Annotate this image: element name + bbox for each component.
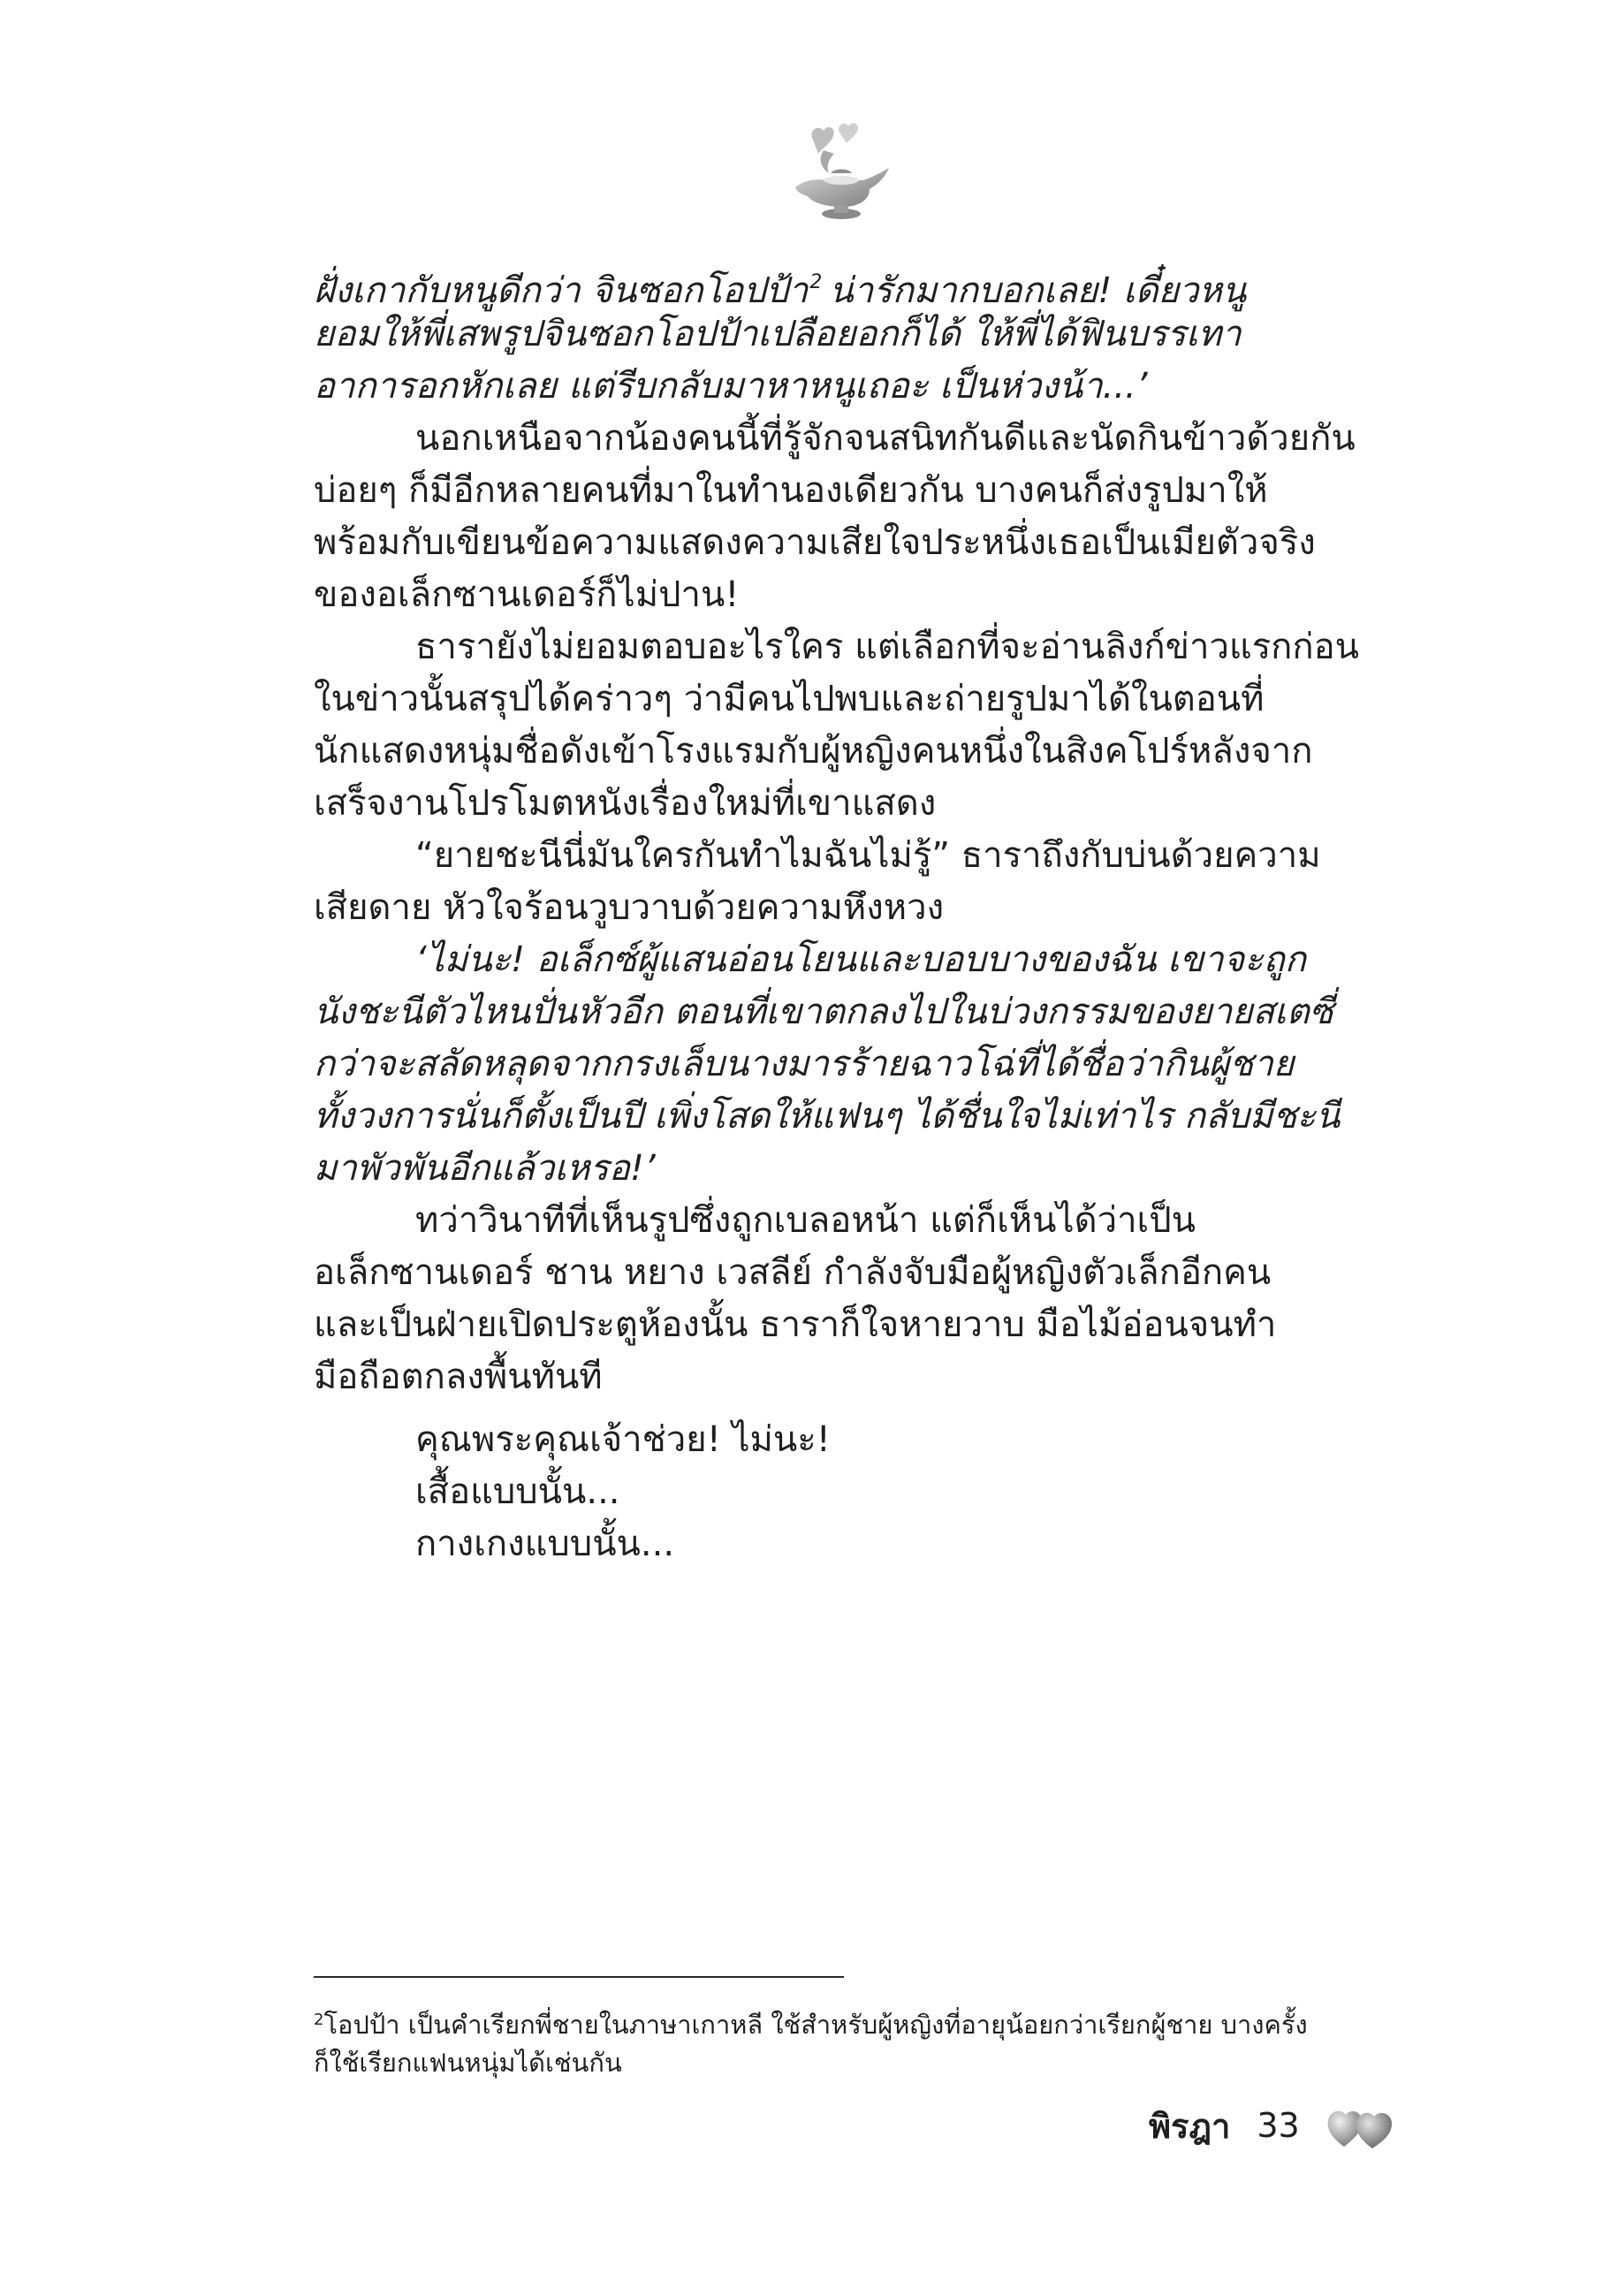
footnote-line [314, 1999, 1392, 2041]
text-line: “ยายชะนีนี่มันใครกันทำไมฉันไม่รู้” ธาราถึงกับบ่นด้วยความ [415, 835, 1321, 876]
text-line: อาการอกหักเลย แต่รีบกลับมาหาหนูเถอะ เป็นห่วงน้า...’ [314, 366, 1148, 407]
text-line: และเป็นฝ่ายเปิดประตูห้องนั้น ธาราก็ใจหายวาบ มือไม้อ่อนจนทำ [314, 1304, 1277, 1345]
text-line: ทว่าวินาทีที่เห็นรูปซึ่งถูกเบลอหน้า แต่ก็เห็นได้ว่าเป็น [415, 1200, 1196, 1241]
paragraph-gap [314, 1403, 1383, 1414]
text-line: ยอมให้พี่เสพรูปจินซอกโอปป้าเปลือยอกก็ได้ ให้พี่ได้ฟินบรรเทา [314, 314, 1242, 354]
text-line: เสียดาย หัวใจร้อนวูบวาบด้วยความหึงหวง [314, 887, 945, 928]
page-number: 33 [1257, 2106, 1300, 2145]
text-line: นังชะนีตัวไหนปั่นหัวอีก ตอนที่เขาตกลงไปในบ่วงกรรมของยายสเตซี่ [314, 992, 1333, 1032]
text-line: อเล็กซานเดอร์ ชาน หยาง เวสลีย์ กำลังจับมือผู้หญิงตัวเล็กอีกคน [314, 1252, 1272, 1293]
text-line [314, 256, 1383, 311]
genie-lamp-icon [778, 115, 901, 230]
text-line: ทั้งวงการนั่นก็ตั้งเป็นปี เพิ่งโสดให้แฟนๆ ได้ชื่นใจไม่เท่าไร กลับมีชะนี [314, 1096, 1341, 1137]
text-line: ของอเล็กซานเดอร์ก็ไม่ปาน! [314, 574, 740, 615]
text-line: กว่าจะสลัดหลุดจากกรงเล็บนางมารร้ายฉาวโฉ่ที่ได้ชื่อว่ากินผู้ชาย [314, 1044, 1295, 1084]
text-line: มือถือตกลงพื้นทันที [314, 1357, 603, 1397]
footnote [314, 1999, 1392, 2084]
text-line: พร้อมกับเขียนข้อความแสดงความเสียใจประหนึ่งเธอเป็นเมียตัวจริง [314, 522, 1316, 563]
text-line: ในข่าวนั้นสรุปได้คร่าวๆ ว่ามีคนไปพบและถ่ายรูปมาได้ในตอนที่ [314, 679, 1265, 719]
text-span: ฝั่งเกากับหนูดีกว่า จินซอกโอปป้า [314, 270, 809, 311]
body-text [314, 256, 1383, 1570]
text-line: คุณพระคุณเจ้าช่วย! ไม่นะ! [415, 1419, 831, 1460]
text-line: ธารายังไม่ยอมตอบอะไรใคร แต่เลือกที่จะอ่านลิงก์ข่าวแรกก่อน [415, 627, 1359, 667]
text-line: กางเกงแบบนั้น... [415, 1524, 675, 1564]
text-line: นักแสดงหนุ่มชื่อดังเข้าโรงแรมกับผู้หญิงคนหนึ่งในสิงคโปร์หลังจาก [314, 731, 1313, 772]
text-line: เสร็จงานโปรโมตหนังเรื่องใหม่ที่เขาแสดง [314, 783, 937, 824]
text-line: นอกเหนือจากน้องคนนี้ที่รู้จักจนสนิทกันดีและนัดกินข้าวด้วยกัน [415, 418, 1356, 459]
footnote-ref: 2 [809, 271, 823, 293]
hearts-icon [1325, 2099, 1395, 2152]
text-line: ‘ไม่นะ! อเล็กซ์ผู้แสนอ่อนโยนและบอบบางของฉัน เขาจะถูก [415, 939, 1306, 980]
footnote-marker: 2 [314, 2011, 324, 2029]
page-footer [1149, 2095, 1395, 2156]
footnote-divider [314, 1976, 844, 1978]
text-line: มาพัวพันอีกแล้วเหรอ!’ [314, 1148, 656, 1189]
text-line: บ่อยๆ ก็มีอีกหลายคนที่มาในทำนองเดียวกัน บางคนก็ส่งรูปมาให้ [314, 470, 1268, 511]
footnote-line: ก็ใช้เรียกแฟนหนุ่มได้เช่นกัน [314, 2048, 622, 2078]
footnote-text: โอปป้า เป็นคำเรียกพี่ชายในภาษาเกาหลี ใช้สำหรับผู้หญิงที่อายุน้อยกว่าเรียกผู้ชาย บางครั้ง [323, 2010, 1308, 2040]
book-title: พิรฎา [1149, 2106, 1231, 2146]
text-span: น่ารักมากบอกเลย! เดี๋ยวหนู [829, 270, 1247, 311]
text-line: เสื้อแบบนั้น... [415, 1471, 620, 1512]
